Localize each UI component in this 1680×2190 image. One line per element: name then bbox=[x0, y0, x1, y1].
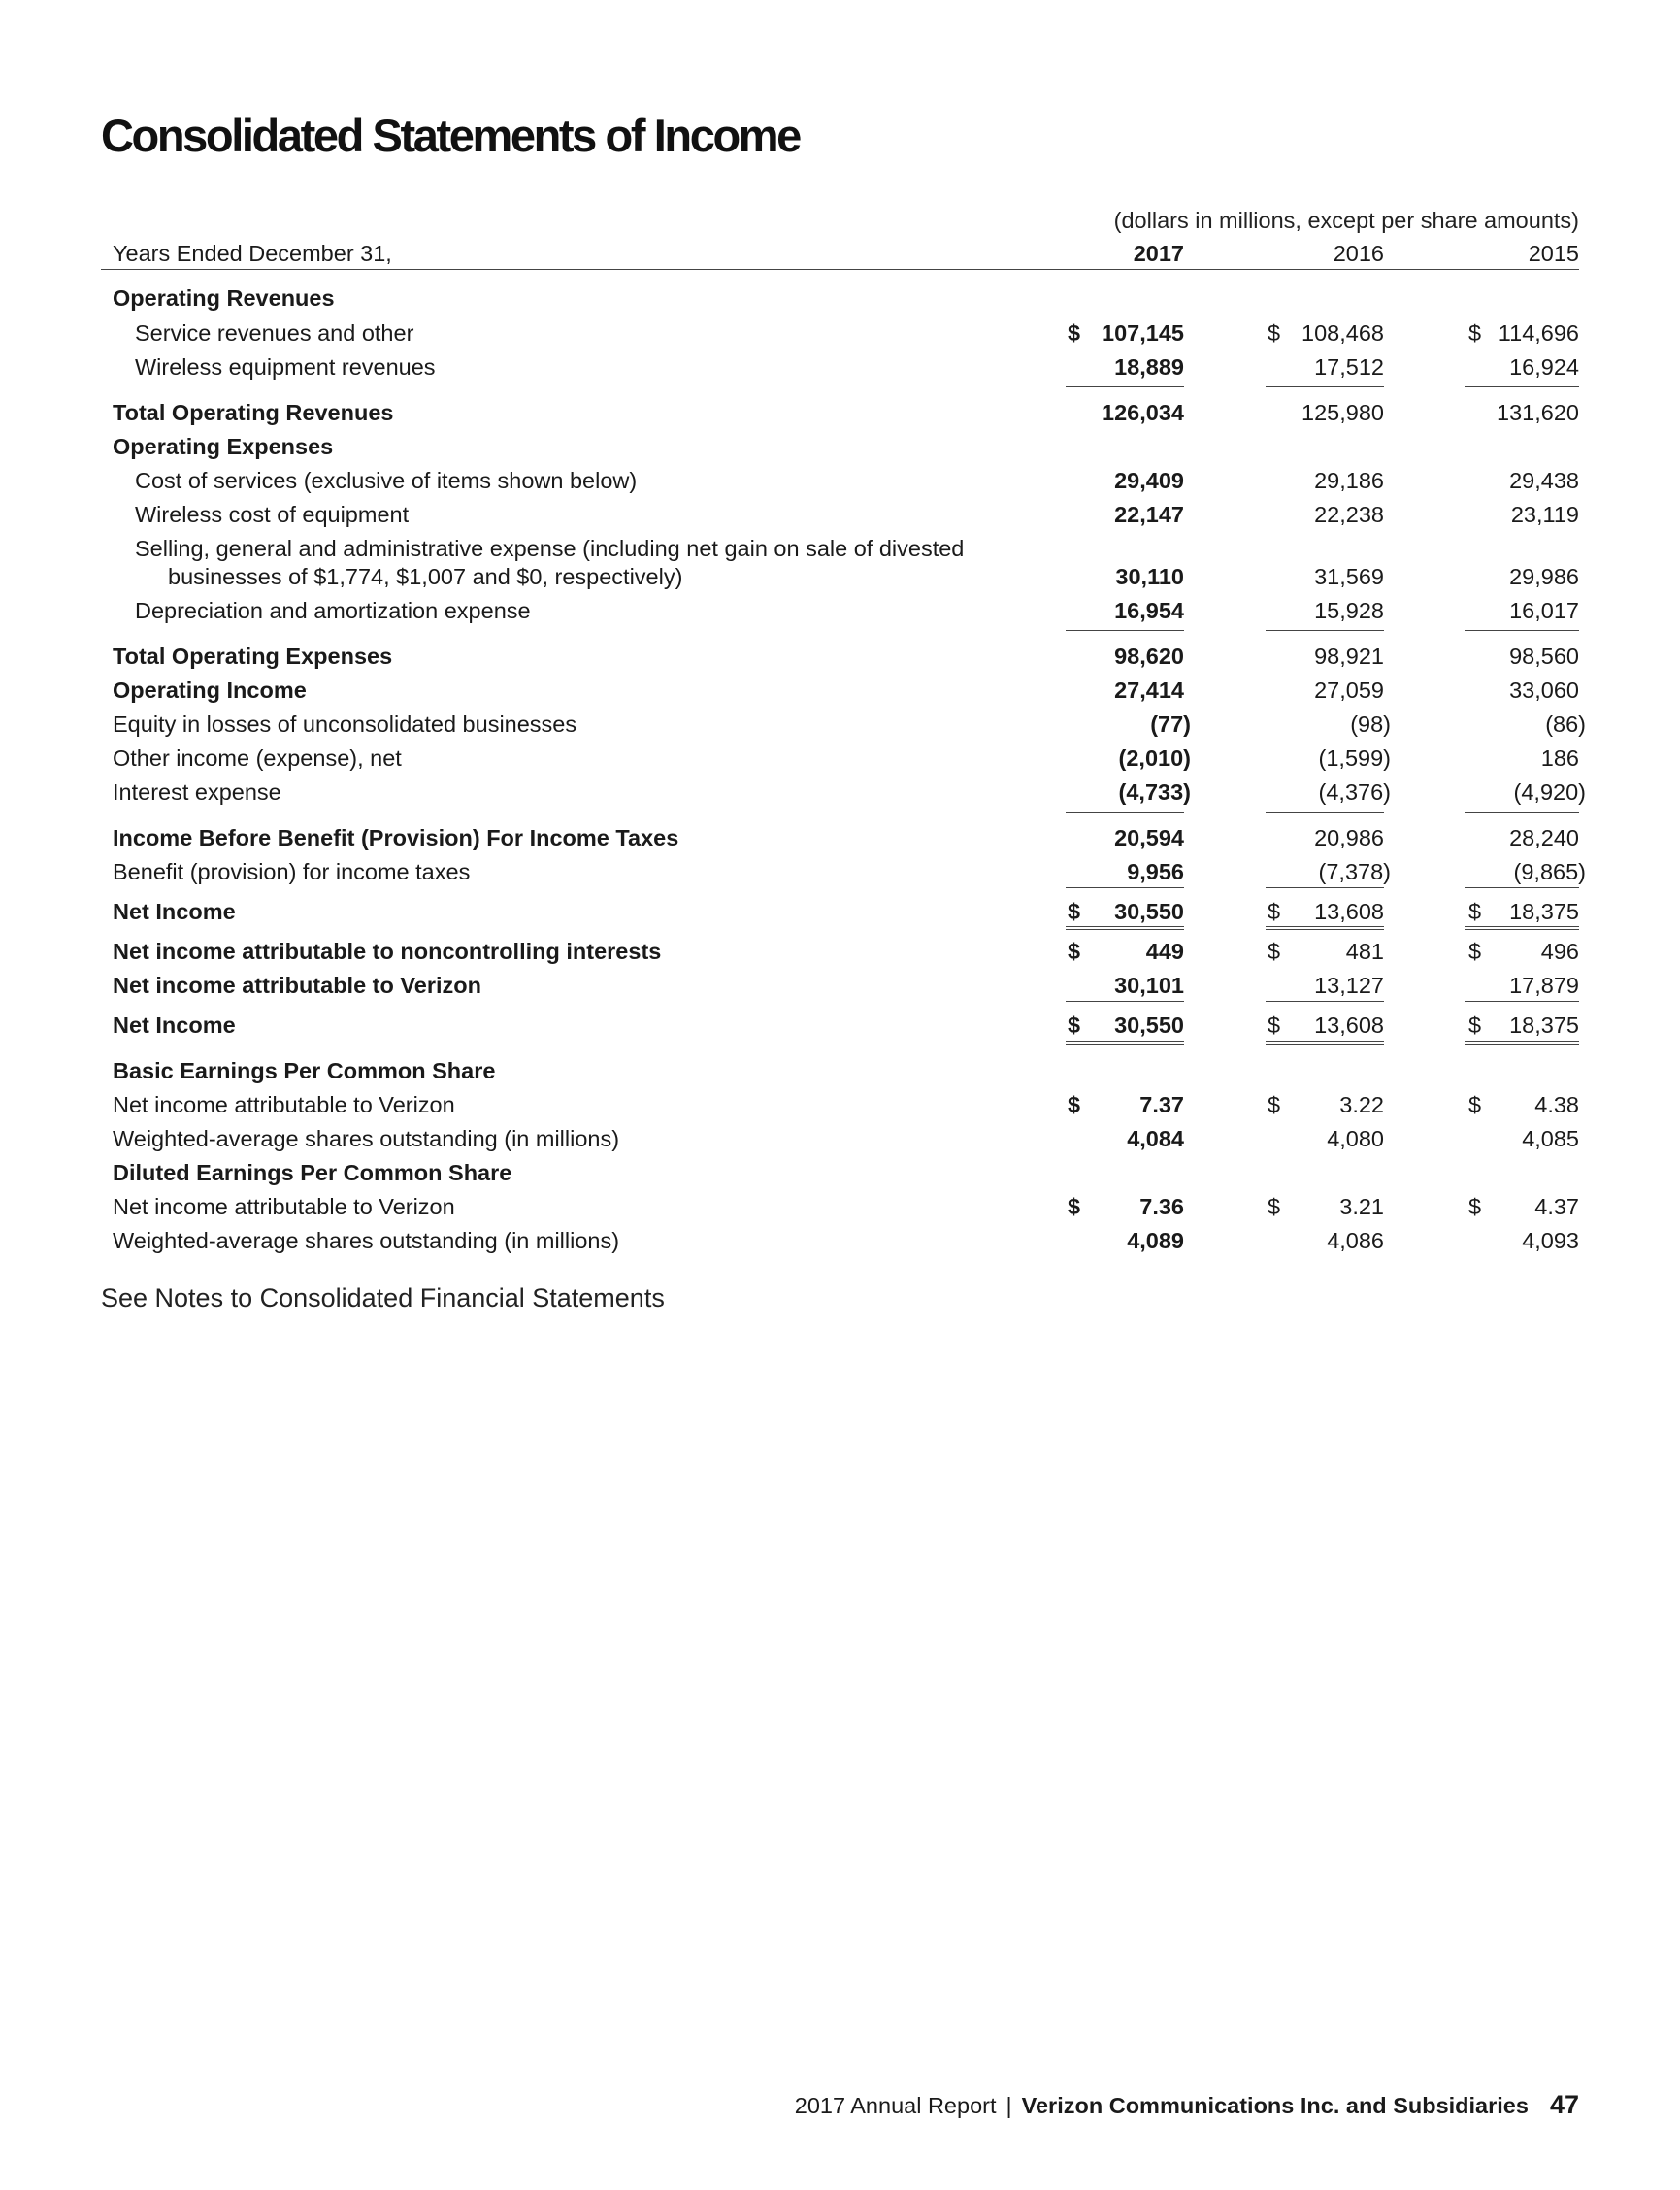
row-label: Depreciation and amortization expense bbox=[135, 598, 531, 623]
double-underline bbox=[1066, 926, 1184, 930]
page-footer bbox=[795, 2090, 1579, 2120]
row-label: Net income attributable to Verizon bbox=[113, 1092, 455, 1117]
row-label: Interest expense bbox=[113, 780, 281, 805]
table-row bbox=[0, 746, 1680, 777]
cell-value: (2,010) bbox=[1118, 746, 1191, 771]
footer-report: 2017 Annual Report bbox=[794, 2093, 997, 2118]
cell-value: (4,920) bbox=[1513, 780, 1586, 805]
currency-symbol: $ bbox=[1268, 1092, 1281, 1117]
cell-value: 108,468 bbox=[1301, 320, 1384, 346]
cell-value: 27,059 bbox=[1314, 678, 1384, 703]
value-2016 bbox=[1268, 712, 1391, 743]
row-label: Weighted-average shares outstanding (in millions) bbox=[113, 1126, 620, 1151]
subtotal-rule bbox=[1066, 1001, 1184, 1002]
cell-value: 18,375 bbox=[1509, 899, 1579, 924]
cell-value: 186 bbox=[1540, 746, 1579, 771]
table-row bbox=[0, 1194, 1680, 1225]
value-2016 bbox=[1268, 502, 1384, 533]
subtotal-rule bbox=[1465, 1001, 1579, 1002]
value-2015 bbox=[1468, 644, 1579, 675]
value-2017 bbox=[1068, 1126, 1184, 1157]
currency-symbol: $ bbox=[1268, 939, 1281, 964]
value-2017 bbox=[1068, 825, 1184, 856]
table-row bbox=[0, 285, 1680, 316]
header-rule bbox=[101, 269, 1579, 270]
row-label: Wireless cost of equipment bbox=[135, 502, 410, 527]
table-row bbox=[0, 320, 1680, 351]
table-row bbox=[0, 899, 1680, 930]
table-row bbox=[0, 1058, 1680, 1089]
cell-value: 114,696 bbox=[1498, 320, 1579, 346]
cell-value: 29,409 bbox=[1114, 468, 1184, 493]
year-2015-header: 2015 bbox=[1528, 241, 1579, 266]
value-2015 bbox=[1468, 1194, 1579, 1225]
row-label: Equity in losses of unconsolidated businesses bbox=[113, 712, 577, 737]
cell-value: 4,089 bbox=[1127, 1228, 1184, 1253]
cell-value: 20,594 bbox=[1114, 825, 1184, 850]
cell-value: 16,924 bbox=[1509, 354, 1579, 380]
value-2016 bbox=[1268, 468, 1384, 499]
cell-value: 449 bbox=[1145, 939, 1184, 964]
currency-symbol: $ bbox=[1268, 1012, 1281, 1038]
row-label: Wireless equipment revenues bbox=[135, 354, 436, 380]
cell-value: 30,110 bbox=[1115, 564, 1184, 589]
value-2017 bbox=[1068, 644, 1184, 675]
table-row bbox=[0, 564, 1680, 595]
footer-separator: | bbox=[1005, 2093, 1012, 2118]
currency-symbol: $ bbox=[1068, 899, 1081, 924]
cell-value: 4,085 bbox=[1522, 1126, 1579, 1151]
table-row bbox=[0, 678, 1680, 709]
value-2016 bbox=[1268, 1126, 1384, 1157]
value-2016 bbox=[1268, 598, 1384, 629]
cell-value: 7.36 bbox=[1139, 1194, 1184, 1219]
cell-value: 9,956 bbox=[1127, 859, 1184, 884]
cell-value: 481 bbox=[1345, 939, 1384, 964]
currency-symbol: $ bbox=[1468, 320, 1482, 346]
currency-symbol: $ bbox=[1068, 1092, 1081, 1117]
table-row bbox=[0, 1012, 1680, 1044]
subtotal-rule bbox=[1066, 812, 1184, 813]
cell-value: 30,550 bbox=[1114, 1012, 1184, 1038]
page-title: Consolidated Statements of Income bbox=[101, 110, 800, 161]
currency-symbol: $ bbox=[1268, 1194, 1281, 1219]
row-label: Net income attributable to noncontrolling interests bbox=[113, 939, 662, 964]
row-label: Diluted Earnings Per Common Share bbox=[113, 1160, 512, 1185]
value-2015 bbox=[1468, 1126, 1579, 1157]
units-note: (dollars in millions, except per share amounts) bbox=[1113, 208, 1579, 233]
value-2016 bbox=[1268, 564, 1384, 595]
value-2016 bbox=[1268, 320, 1384, 351]
value-2015 bbox=[1468, 1092, 1579, 1123]
cell-value: 27,414 bbox=[1114, 678, 1184, 703]
cell-value: 18,375 bbox=[1509, 1012, 1579, 1038]
cell-value: 16,017 bbox=[1509, 598, 1579, 623]
currency-symbol: $ bbox=[1068, 320, 1081, 346]
subtotal-rule bbox=[1266, 630, 1384, 631]
subtotal-rule bbox=[1465, 812, 1579, 813]
value-2016 bbox=[1268, 678, 1384, 709]
table-row bbox=[0, 780, 1680, 811]
cell-value: 496 bbox=[1540, 939, 1579, 964]
row-label: Net Income bbox=[113, 1012, 236, 1038]
row-label: Cost of services (exclusive of items shown below) bbox=[135, 468, 638, 493]
subtotal-rule bbox=[1066, 386, 1184, 387]
value-2017 bbox=[1068, 973, 1184, 1004]
currency-symbol: $ bbox=[1268, 899, 1281, 924]
cell-value: 4,084 bbox=[1127, 1126, 1184, 1151]
subtotal-rule bbox=[1266, 386, 1384, 387]
cell-value: 22,147 bbox=[1114, 502, 1184, 527]
currency-symbol: $ bbox=[1468, 1012, 1482, 1038]
cell-value: 17,879 bbox=[1509, 973, 1579, 998]
row-label: Net income attributable to Verizon bbox=[113, 1194, 455, 1219]
currency-symbol: $ bbox=[1468, 1194, 1482, 1219]
value-2015 bbox=[1468, 502, 1579, 533]
value-2017 bbox=[1068, 859, 1184, 890]
value-2015 bbox=[1468, 859, 1586, 890]
value-2015 bbox=[1468, 1012, 1579, 1044]
table-row bbox=[0, 1126, 1680, 1157]
row-label: Benefit (provision) for income taxes bbox=[113, 859, 471, 884]
row-label: Operating Expenses bbox=[113, 434, 334, 459]
cell-value: (4,376) bbox=[1318, 780, 1391, 805]
cell-value: 98,560 bbox=[1509, 644, 1579, 669]
value-2015 bbox=[1468, 354, 1579, 385]
row-label: Net income attributable to Verizon bbox=[113, 973, 481, 998]
subtotal-rule bbox=[1465, 630, 1579, 631]
value-2016 bbox=[1268, 973, 1384, 1004]
value-2017 bbox=[1068, 1228, 1184, 1259]
value-2015 bbox=[1468, 939, 1579, 970]
row-label: Other income (expense), net bbox=[113, 746, 402, 771]
cell-value: (7,378) bbox=[1318, 859, 1391, 884]
cell-value: 4,086 bbox=[1327, 1228, 1384, 1253]
table-row bbox=[0, 644, 1680, 675]
cell-value: 4.37 bbox=[1534, 1194, 1579, 1219]
cell-value: 4,080 bbox=[1327, 1126, 1384, 1151]
table-row bbox=[0, 1092, 1680, 1123]
currency-symbol: $ bbox=[1068, 1012, 1081, 1038]
row-label: Basic Earnings Per Common Share bbox=[113, 1058, 496, 1083]
table-row bbox=[0, 712, 1680, 743]
value-2017 bbox=[1068, 320, 1184, 351]
value-2015 bbox=[1468, 564, 1579, 595]
subtotal-rule bbox=[1266, 812, 1384, 813]
value-2017 bbox=[1068, 1012, 1184, 1044]
table-row bbox=[0, 598, 1680, 629]
cell-value: 29,186 bbox=[1314, 468, 1384, 493]
table-row bbox=[0, 536, 1680, 567]
cell-value: 3.21 bbox=[1339, 1194, 1384, 1219]
cell-value: 7.37 bbox=[1139, 1092, 1184, 1117]
cell-value: 31,569 bbox=[1314, 564, 1384, 589]
year-2017-header: 2017 bbox=[1133, 241, 1184, 266]
table-row bbox=[0, 825, 1680, 856]
value-2015 bbox=[1468, 780, 1586, 811]
subtotal-rule bbox=[1066, 887, 1184, 888]
value-2015 bbox=[1468, 320, 1579, 351]
value-2015 bbox=[1468, 400, 1579, 431]
currency-symbol: $ bbox=[1468, 1092, 1482, 1117]
cell-value: 15,928 bbox=[1314, 598, 1384, 623]
table-row bbox=[0, 434, 1680, 465]
value-2016 bbox=[1268, 780, 1391, 811]
cell-value: 125,980 bbox=[1301, 400, 1384, 425]
cell-value: 33,060 bbox=[1509, 678, 1579, 703]
table-row bbox=[0, 1160, 1680, 1191]
value-2016 bbox=[1268, 825, 1384, 856]
cell-value: (9,865) bbox=[1513, 859, 1586, 884]
year-2016-header: 2016 bbox=[1333, 241, 1384, 266]
cell-value: 131,620 bbox=[1497, 400, 1579, 425]
table-row bbox=[0, 468, 1680, 499]
row-label: Operating Income bbox=[113, 678, 307, 703]
value-2017 bbox=[1068, 939, 1184, 970]
value-2015 bbox=[1468, 598, 1579, 629]
value-2016 bbox=[1268, 746, 1391, 777]
value-2017 bbox=[1068, 354, 1184, 385]
value-2016 bbox=[1268, 1194, 1384, 1225]
value-2016 bbox=[1268, 354, 1384, 385]
value-2015 bbox=[1468, 678, 1579, 709]
row-label: Service revenues and other bbox=[135, 320, 414, 346]
cell-value: 17,512 bbox=[1314, 354, 1384, 380]
cell-value: 30,550 bbox=[1114, 899, 1184, 924]
page-number: 47 bbox=[1549, 2090, 1579, 2119]
cell-value: 16,954 bbox=[1114, 598, 1184, 623]
row-label: Operating Revenues bbox=[113, 285, 335, 311]
value-2017 bbox=[1068, 1092, 1184, 1123]
cell-value: 28,240 bbox=[1509, 825, 1579, 850]
cell-value: 4,093 bbox=[1522, 1228, 1579, 1253]
value-2016 bbox=[1268, 1228, 1384, 1259]
subtotal-rule bbox=[1465, 386, 1579, 387]
footer-company: Verizon Communications Inc. and Subsidiaries bbox=[1021, 2093, 1529, 2118]
cell-value: 4.38 bbox=[1534, 1092, 1579, 1117]
cell-value: 23,119 bbox=[1510, 502, 1579, 527]
value-2015 bbox=[1468, 746, 1579, 777]
row-label: Weighted-average shares outstanding (in millions) bbox=[113, 1228, 620, 1253]
currency-symbol: $ bbox=[1468, 939, 1482, 964]
header-label: Years Ended December 31, bbox=[113, 241, 392, 266]
cell-value: 20,986 bbox=[1314, 825, 1384, 850]
value-2016 bbox=[1268, 939, 1384, 970]
table-header bbox=[113, 241, 1579, 270]
value-2017 bbox=[1068, 468, 1184, 499]
double-underline bbox=[1465, 926, 1579, 930]
value-2015 bbox=[1468, 1228, 1579, 1259]
table-row bbox=[0, 502, 1680, 533]
row-label: businesses of $1,774, $1,007 and $0, respectively) bbox=[168, 564, 683, 589]
cell-value: 29,438 bbox=[1509, 468, 1579, 493]
value-2015 bbox=[1468, 468, 1579, 499]
cell-value: 18,889 bbox=[1114, 354, 1184, 380]
cell-value: 30,101 bbox=[1114, 973, 1184, 998]
subtotal-rule bbox=[1066, 630, 1184, 631]
table-row bbox=[0, 1228, 1680, 1259]
cell-value: 29,986 bbox=[1509, 564, 1579, 589]
value-2016 bbox=[1268, 400, 1384, 431]
double-underline bbox=[1465, 1041, 1579, 1045]
value-2017 bbox=[1068, 502, 1184, 533]
cell-value: 13,127 bbox=[1314, 973, 1384, 998]
currency-symbol: $ bbox=[1068, 1194, 1081, 1219]
cell-value: 98,620 bbox=[1114, 644, 1184, 669]
row-label: Total Operating Revenues bbox=[113, 400, 394, 425]
row-label: Selling, general and administrative expense (including net gain on sale of divested bbox=[135, 536, 965, 561]
table-row bbox=[0, 354, 1680, 385]
value-2017 bbox=[1068, 598, 1184, 629]
cell-value: (77) bbox=[1150, 712, 1191, 737]
value-2017 bbox=[1068, 780, 1191, 811]
value-2017 bbox=[1068, 746, 1191, 777]
table-row bbox=[0, 859, 1680, 890]
row-label: Net Income bbox=[113, 899, 236, 924]
row-label: Income Before Benefit (Provision) For Income Taxes bbox=[113, 825, 679, 850]
currency-symbol: $ bbox=[1268, 320, 1281, 346]
value-2017 bbox=[1068, 564, 1184, 595]
see-notes: See Notes to Consolidated Financial Statements bbox=[101, 1283, 665, 1312]
value-2017 bbox=[1068, 678, 1184, 709]
cell-value: 98,921 bbox=[1314, 644, 1384, 669]
cell-value: 107,145 bbox=[1102, 320, 1184, 346]
cell-value: (86) bbox=[1545, 712, 1586, 737]
double-underline bbox=[1066, 1041, 1184, 1045]
subtotal-rule bbox=[1266, 1001, 1384, 1002]
subtotal-rule bbox=[1465, 887, 1579, 888]
value-2015 bbox=[1468, 712, 1586, 743]
value-2017 bbox=[1068, 1194, 1184, 1225]
cell-value: 13,608 bbox=[1314, 1012, 1384, 1038]
cell-value: 13,608 bbox=[1314, 899, 1384, 924]
table-row bbox=[0, 939, 1680, 970]
currency-symbol: $ bbox=[1468, 899, 1482, 924]
value-2017 bbox=[1068, 400, 1184, 431]
value-2015 bbox=[1468, 825, 1579, 856]
cell-value: (1,599) bbox=[1318, 746, 1391, 771]
double-underline bbox=[1266, 926, 1384, 930]
currency-symbol: $ bbox=[1068, 939, 1081, 964]
double-underline bbox=[1266, 1041, 1384, 1045]
cell-value: (4,733) bbox=[1118, 780, 1191, 805]
cell-value: 22,238 bbox=[1314, 502, 1384, 527]
table-row bbox=[0, 400, 1680, 431]
value-2016 bbox=[1268, 859, 1391, 890]
cell-value: 3.22 bbox=[1339, 1092, 1384, 1117]
cell-value: 126,034 bbox=[1102, 400, 1184, 425]
value-2017 bbox=[1068, 712, 1191, 743]
subtotal-rule bbox=[1266, 887, 1384, 888]
value-2016 bbox=[1268, 1092, 1384, 1123]
cell-value: (98) bbox=[1350, 712, 1391, 737]
row-label: Total Operating Expenses bbox=[113, 644, 393, 669]
table-row bbox=[0, 973, 1680, 1004]
value-2016 bbox=[1268, 1012, 1384, 1044]
value-2016 bbox=[1268, 644, 1384, 675]
value-2015 bbox=[1468, 973, 1579, 1004]
